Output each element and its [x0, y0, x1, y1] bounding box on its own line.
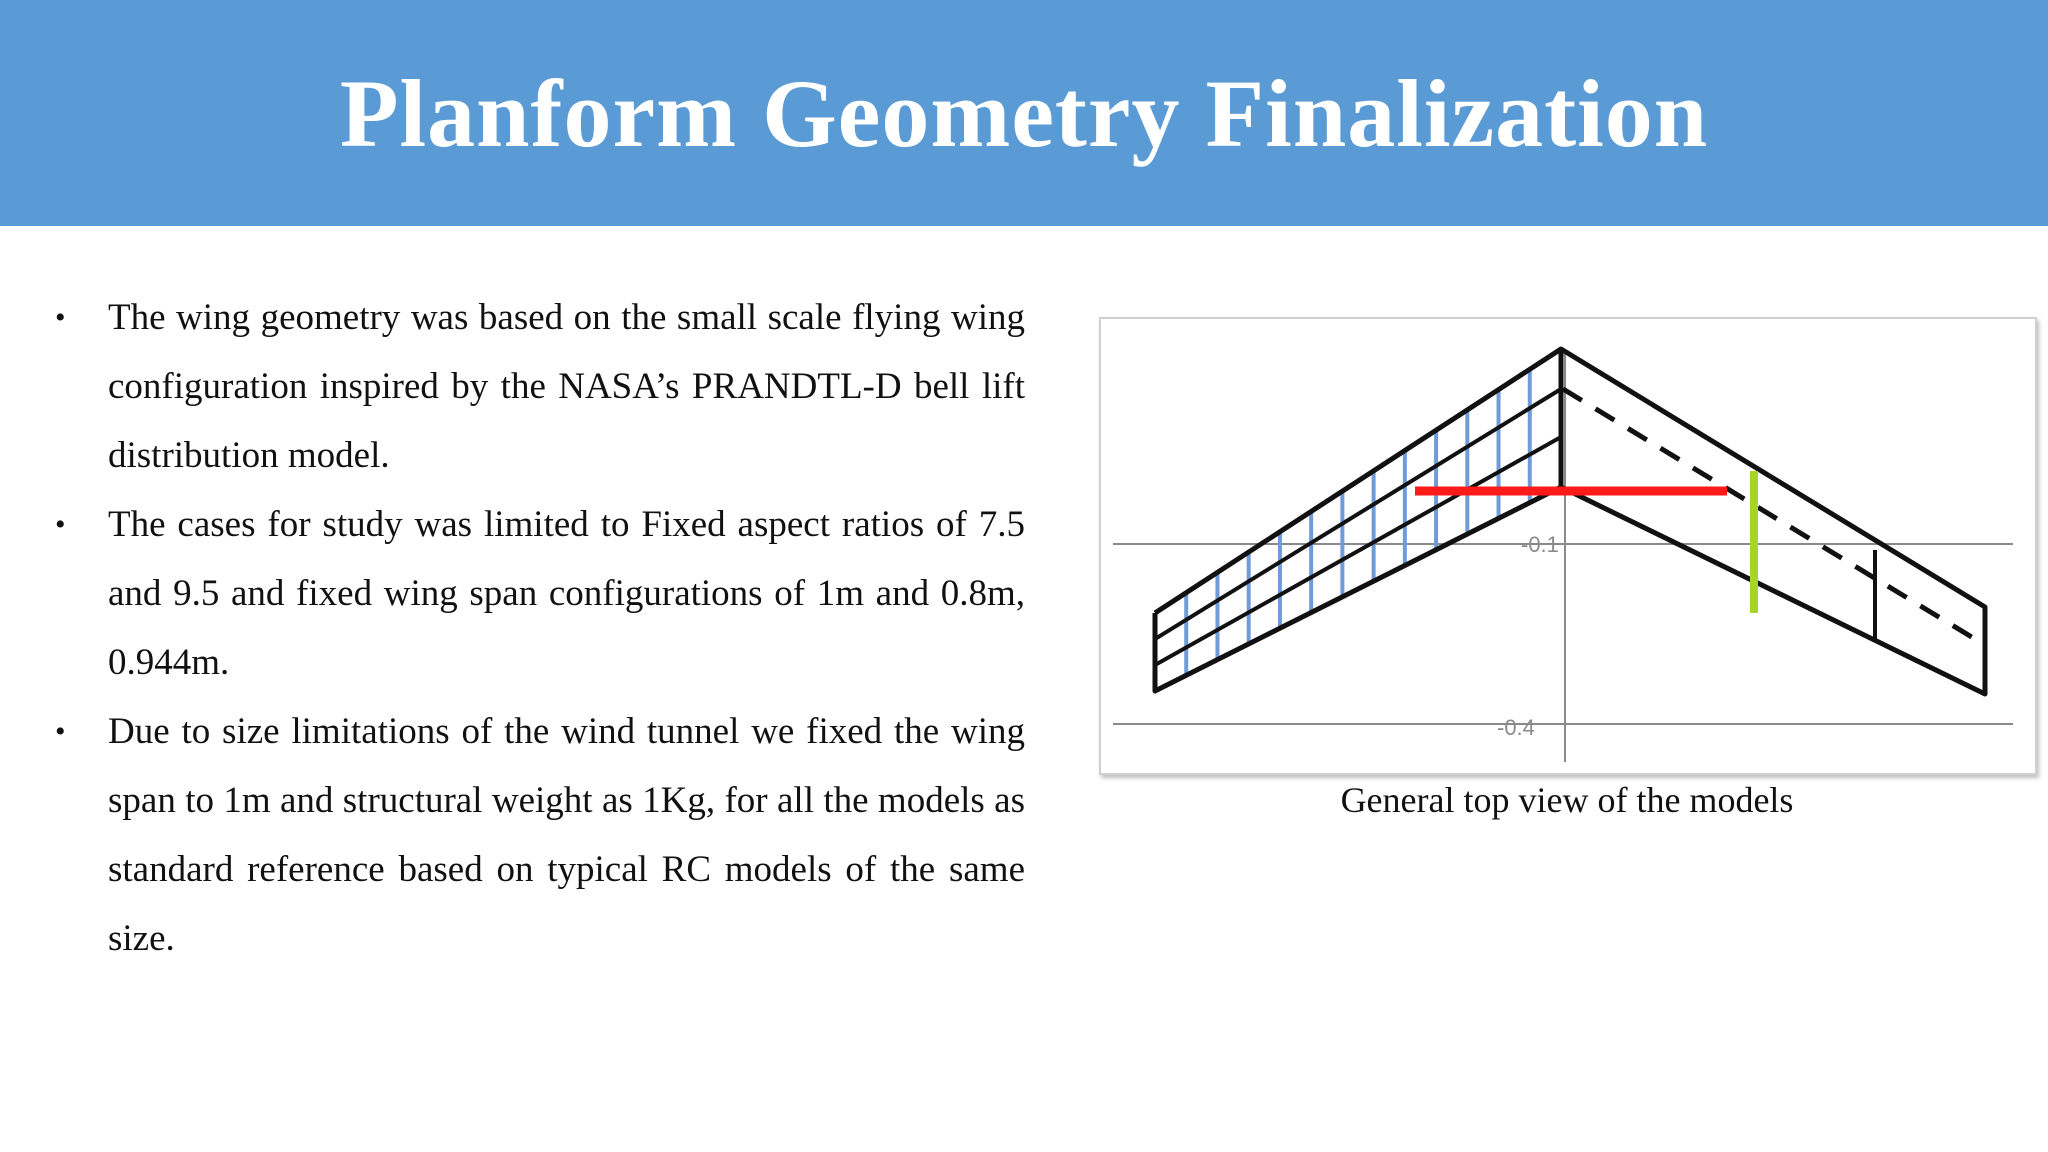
right-dashed-spar — [1563, 389, 1975, 639]
bullet-text: The wing geometry was based on the small scale flying wing configuration inspired by the NASA’s PRANDTL-D bell lift distribution model. — [108, 297, 1025, 476]
figure-caption: General top view of the models — [1340, 780, 1794, 820]
bullet-marker: • — [55, 715, 66, 748]
title-bar — [0, 0, 2048, 226]
bullet-item — [55, 490, 1025, 697]
bullet-item — [55, 697, 1025, 973]
bullet-text: Due to size limitations of the wind tunnel we fixed the wing span to 1m and structural weight as 1Kg, for all the models as standard reference based on typical RC models of the same size. — [108, 711, 1025, 959]
axis-label-lower: -0.4 — [1497, 715, 1535, 740]
rib-lines — [1186, 369, 1530, 675]
wing-outline — [1155, 349, 1985, 694]
wing-planform-drawing — [1101, 319, 2035, 773]
bullet-text: The cases for study was limited to Fixed aspect ratios of 7.5 and 9.5 and fixed wing span configurations of 1m and 0.8m, 0.944m. — [108, 504, 1025, 683]
wing-perimeter — [1155, 349, 1985, 694]
bullet-marker: • — [55, 301, 66, 334]
wing-figure — [1099, 317, 2037, 775]
slide-title: Planform Geometry Finalization — [339, 59, 1709, 167]
left-spar-line-rear — [1155, 437, 1561, 665]
bullet-marker: • — [55, 508, 66, 541]
bullet-item — [55, 283, 1025, 490]
bullet-list — [55, 283, 1025, 973]
axis-label-upper: -0.1 — [1521, 532, 1559, 557]
